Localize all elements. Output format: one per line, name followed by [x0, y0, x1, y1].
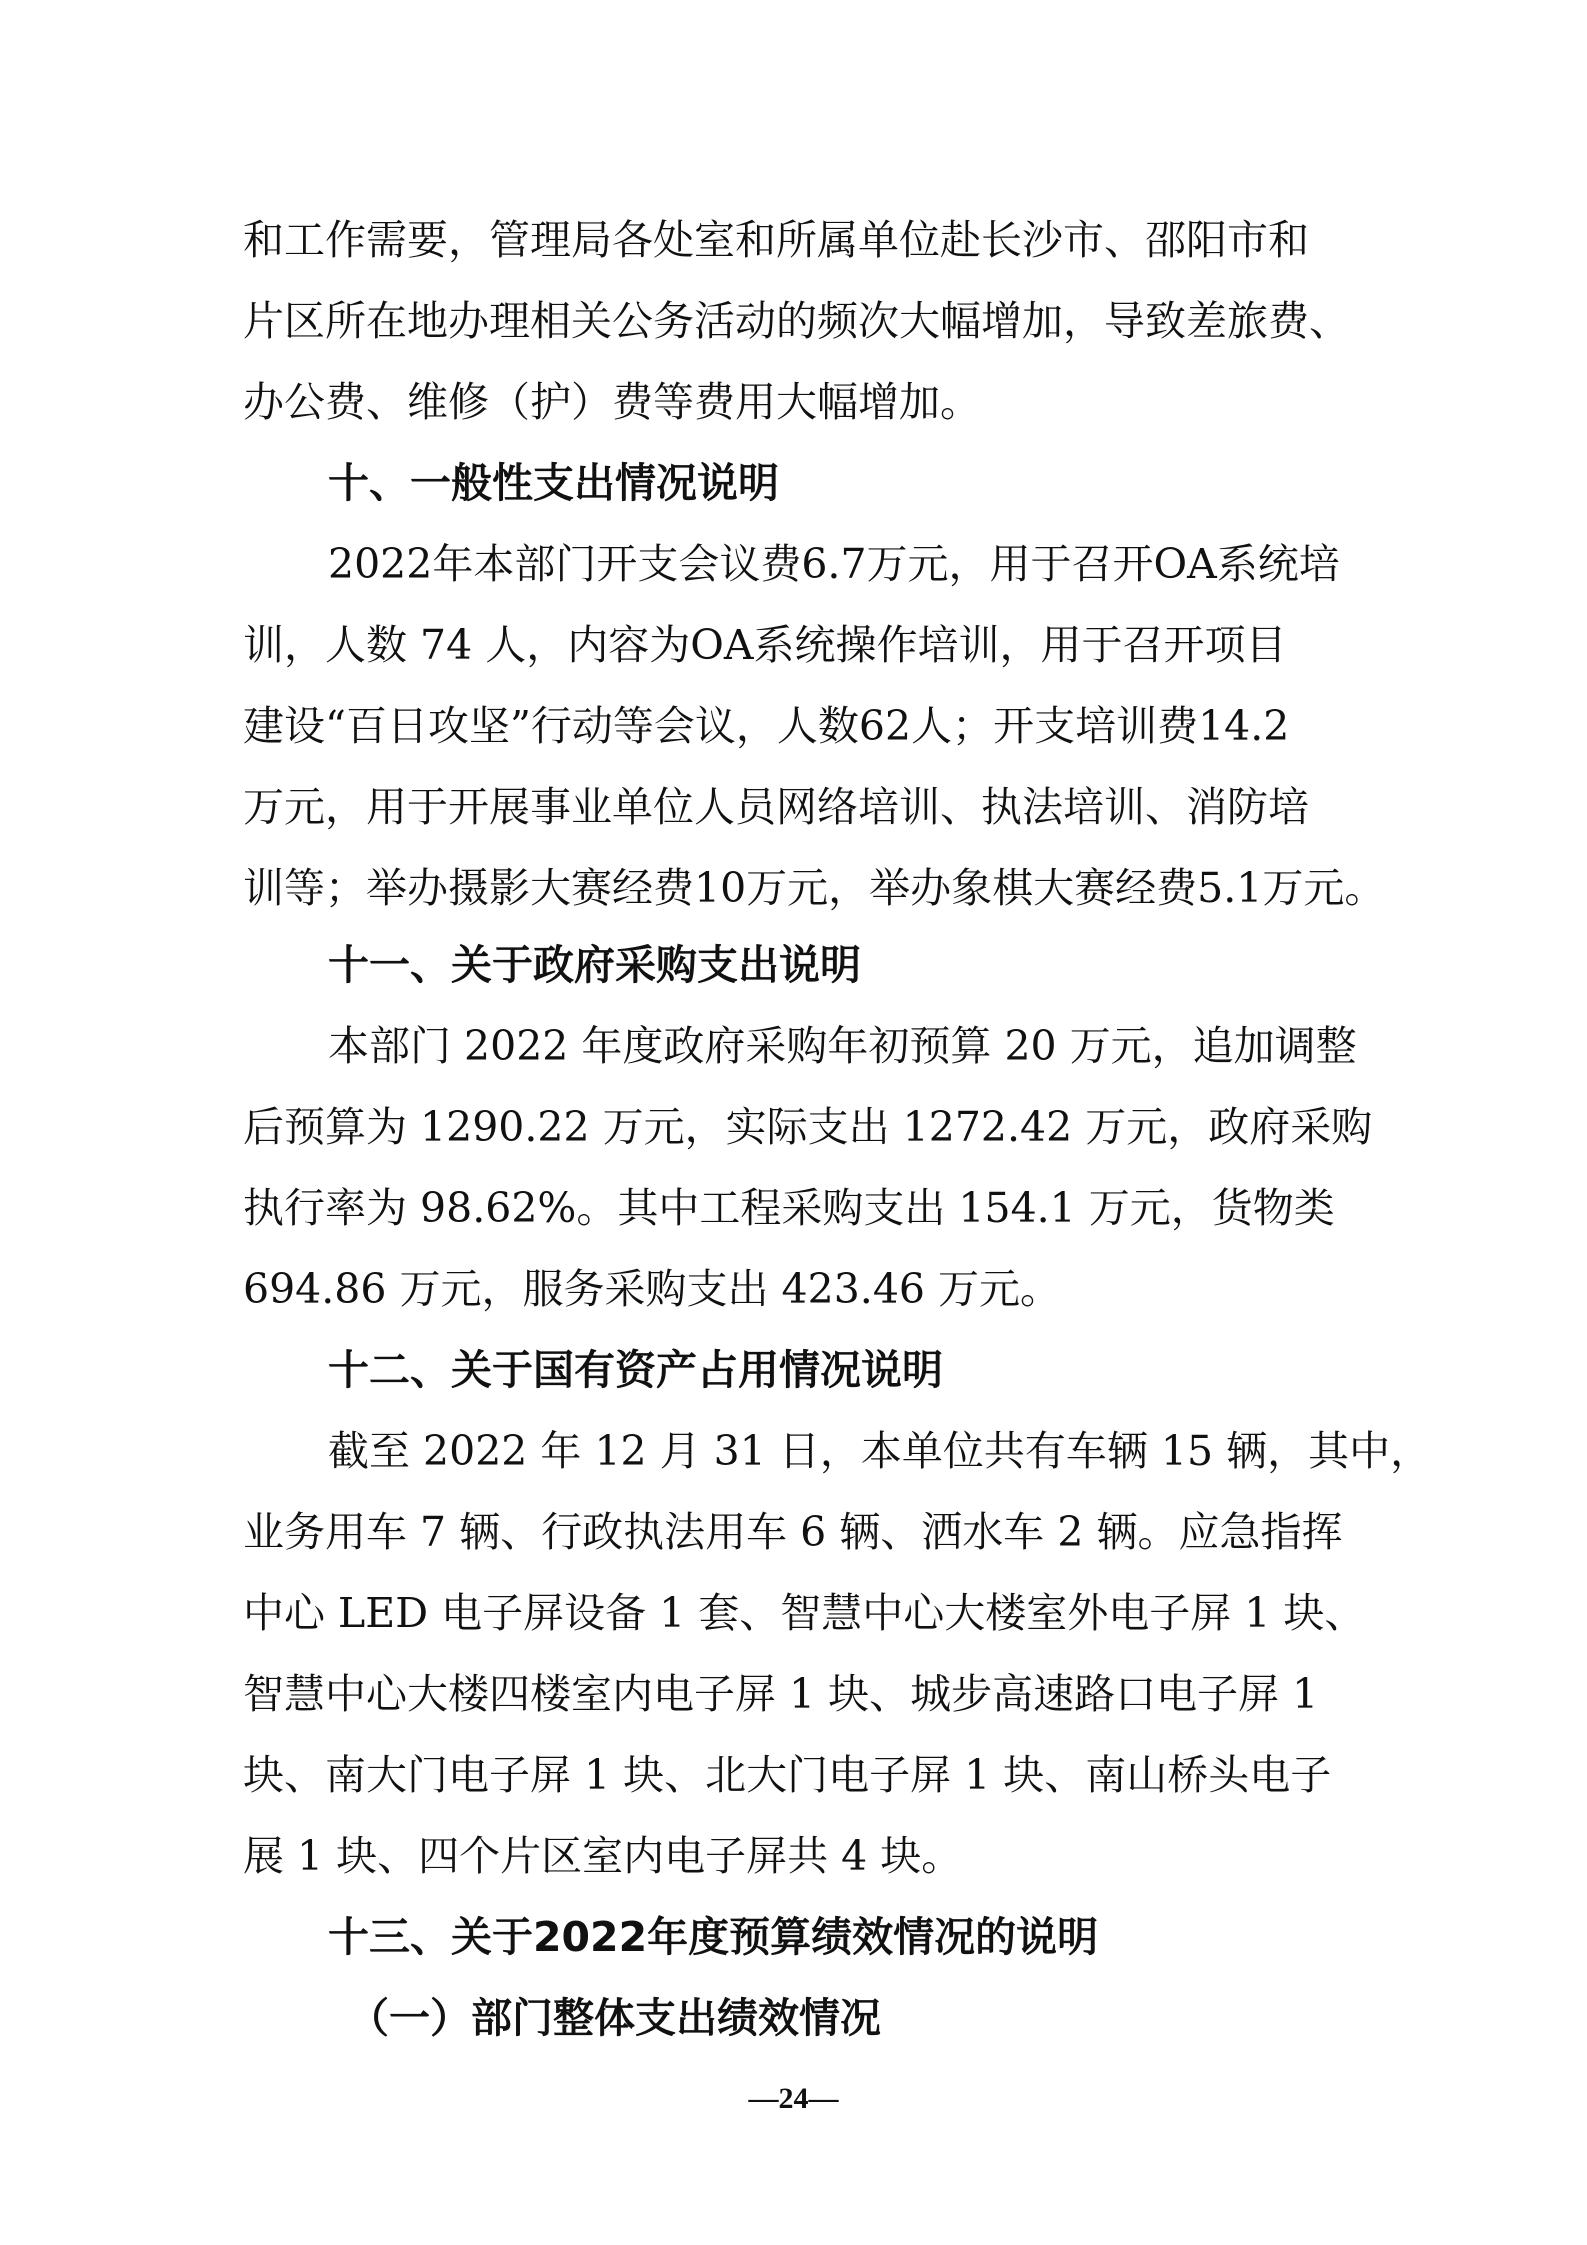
paragraph-line: 业务用车 7 辆、行政执法用车 6 辆、洒水车 2 辆。应急指挥	[243, 1508, 1343, 1556]
paragraph-line: 截至 2022 年 12 月 31 日，本单位共有车辆 15 辆，其中，	[328, 1427, 1432, 1475]
paragraph-line: 后预算为 1290.22 万元，实际支出 1272.42 万元，政府采购	[243, 1103, 1373, 1151]
page-number: —24—	[748, 2082, 839, 2115]
paragraph-line: 块、南大门电子屏 1 块、北大门电子屏 1 块、南山桥头电子	[243, 1751, 1332, 1799]
paragraph-line: 训等；举办摄影大赛经费10万元，举办象棋大赛经费5.1万元。	[243, 864, 1386, 912]
paragraph-line: 办公费、维修（护）费等费用大幅增加。	[243, 378, 981, 426]
paragraph-line: 训，人数 74 人，内容为OA系统操作培训，用于召开项目	[243, 621, 1287, 669]
paragraph-line: 中心 LED 电子屏设备 1 套、智慧中心大楼室外电子屏 1 块、	[243, 1589, 1366, 1637]
paragraph-line: 展 1 块、四个片区室内电子屏共 4 块。	[243, 1832, 963, 1880]
paragraph-line: 智慧中心大楼四楼室内电子屏 1 块、城步高速路口电子屏 1	[243, 1670, 1319, 1718]
paragraph-line: 2022年本部门开支会议费6.7万元，用于召开OA系统培	[328, 540, 1340, 588]
paragraph-line: 本部门 2022 年度政府采购年初预算 20 万元，追加调整	[328, 1022, 1357, 1070]
paragraph-line: 执行率为 98.62%。其中工程采购支出 154.1 万元，货物类	[243, 1184, 1335, 1232]
paragraph-line: 片区所在地办理相关公务活动的频次大幅增加，导致差旅费、	[243, 297, 1350, 345]
paragraph-line: 和工作需要，管理局各处室和所属单位赴长沙市、邵阳市和	[243, 216, 1309, 264]
subsection-heading: （一）部门整体支出绩效情况	[348, 1994, 881, 2042]
paragraph-line: 万元，用于开展事业单位人员网络培训、执法培训、消防培	[243, 783, 1309, 831]
paragraph-line: 建设“百日攻坚”行动等会议，人数62人；开支培训费14.2	[243, 702, 1290, 750]
paragraph-line: 694.86 万元，服务采购支出 423.46 万元。	[243, 1265, 1062, 1313]
section-heading-11: 十一、关于政府采购支出说明	[328, 941, 861, 989]
section-heading-12: 十二、关于国有资产占用情况说明	[328, 1346, 943, 1394]
section-heading-13: 十三、关于2022年度预算绩效情况的说明	[328, 1913, 1099, 1961]
section-heading-10: 十、一般性支出情况说明	[328, 459, 779, 507]
